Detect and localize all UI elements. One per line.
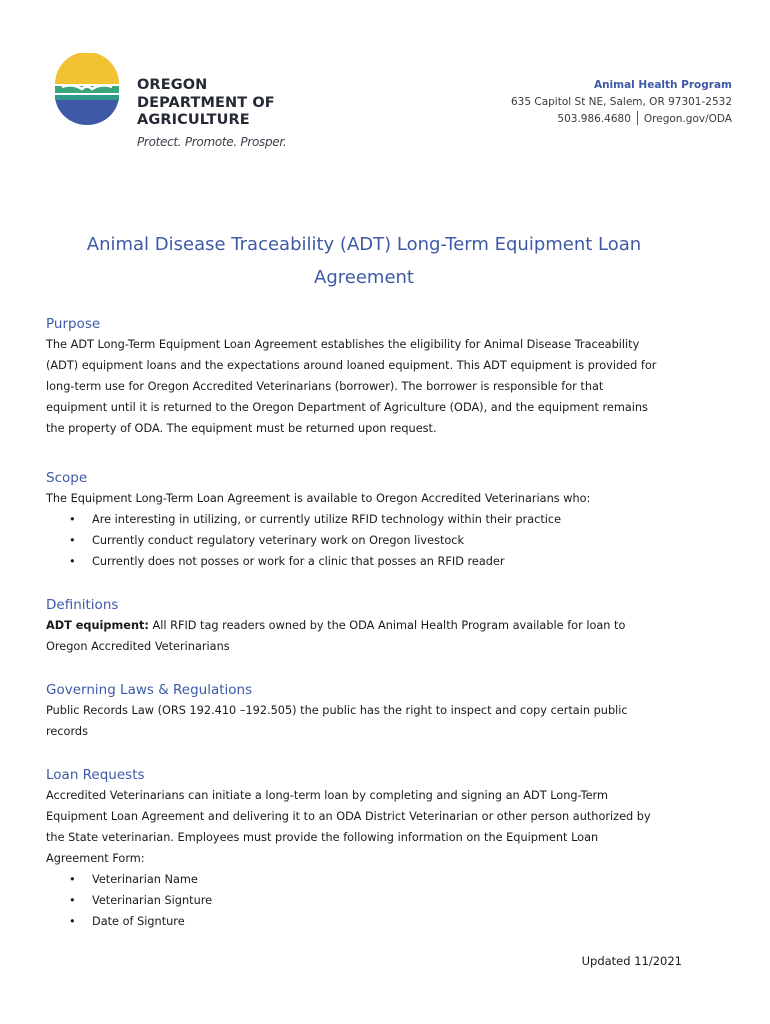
purpose-line: equipment until it is returned to the Oregon Department of Agriculture (ODA), and the equipment remains [46,401,648,414]
list-item [46,890,696,911]
bullet: • [69,513,76,526]
definitions-section [46,595,696,657]
oda-logo-icon [52,53,122,125]
org-line-1: OREGON [137,77,208,93]
definition-term: ADT equipment: [46,619,149,632]
address: 635 Capitol St NE, Salem, OR 97301-2532 [511,96,732,108]
purpose-section [46,314,696,439]
bullet: • [69,534,76,547]
title-line-1: Animal Disease Traceability (ADT) Long-Term Equipment Loan [86,234,642,255]
list-item-text: Currently does not posses or work for a clinic that posses an RFID reader [92,555,505,568]
scope-list [46,509,696,572]
loan-line: Agreement Form: [46,852,145,865]
definition-line [46,615,696,636]
laws-line: records [46,725,88,738]
bullet: • [69,915,76,928]
definition-text: All RFID tag readers owned by the ODA Animal Health Program available for loan to [148,619,626,632]
org-line-2: DEPARTMENT OF [137,94,275,111]
purpose-line: The ADT Long-Term Equipment Loan Agreement establishes the eligibility for Animal Disease Traceability [46,338,640,351]
tagline: Protect. Promote. Prosper. [137,135,287,149]
definition-line: Oregon Accredited Veterinarians [46,640,230,653]
title-line-2: Agreement [314,267,414,288]
loan-heading: Loan Requests [46,767,145,783]
laws-line: Public Records Law (ORS 192.410 –192.505) the public has the right to inspect and copy certain public [46,704,628,717]
loan-line: the State veterinarian. Employees must provide the following information on the Equipment Loan [46,831,599,844]
scope-intro: The Equipment Long-Term Loan Agreement is available to Oregon Accredited Veterinarians who: [46,492,591,505]
list-item [46,911,696,932]
document-body [46,314,696,932]
loan-section [46,765,696,932]
org-line-3: AGRICULTURE [137,112,250,128]
organization-name [137,77,275,130]
website-link[interactable]: Oregon.gov/ODA [643,113,732,125]
program-name: Animal Health Program [593,79,732,91]
purpose-line: the property of ODA. The equipment must be returned upon request. [46,422,437,435]
laws-section [46,680,696,742]
list-item-text: Currently conduct regulatory veterinary work on Oregon livestock [92,534,465,547]
scope-heading: Scope [46,470,88,486]
purpose-line: long-term use for Oregon Accredited Veterinarians (borrower). The borrower is responsible for that [46,380,604,393]
list-item [46,509,696,530]
purpose-heading: Purpose [46,316,101,332]
laws-heading: Governing Laws & Regulations [46,682,253,698]
bullet: • [69,894,76,907]
document-title [40,228,688,294]
phone: 503.986.4680 [557,113,631,125]
list-item-text: Are interesting in utilizing, or currently utilize RFID technology within their practice [92,513,562,526]
list-item [46,869,696,890]
separator [637,111,638,125]
list-item-text: Veterinarian Name [92,873,198,886]
loan-list [46,869,696,932]
list-item-text: Veterinarian Signture [92,894,213,907]
list-item [46,530,696,551]
bullet: • [69,873,76,886]
loan-line: Equipment Loan Agreement and delivering it to an ODA District Veterinarian or other person authorized by [46,810,651,823]
list-item-text: Date of Signture [92,915,185,928]
list-item [46,551,696,572]
updated-date: Updated 11/2021 [581,954,682,968]
definitions-heading: Definitions [46,597,119,613]
bullet: • [69,555,76,568]
purpose-line: (ADT) equipment loans and the expectations around loaned equipment. This ADT equipment is provided for [46,359,657,372]
contact-block [511,77,732,128]
scope-section [46,468,696,572]
loan-line: Accredited Veterinarians can initiate a long-term loan by completing and signing an ADT Long-Term [46,789,608,802]
